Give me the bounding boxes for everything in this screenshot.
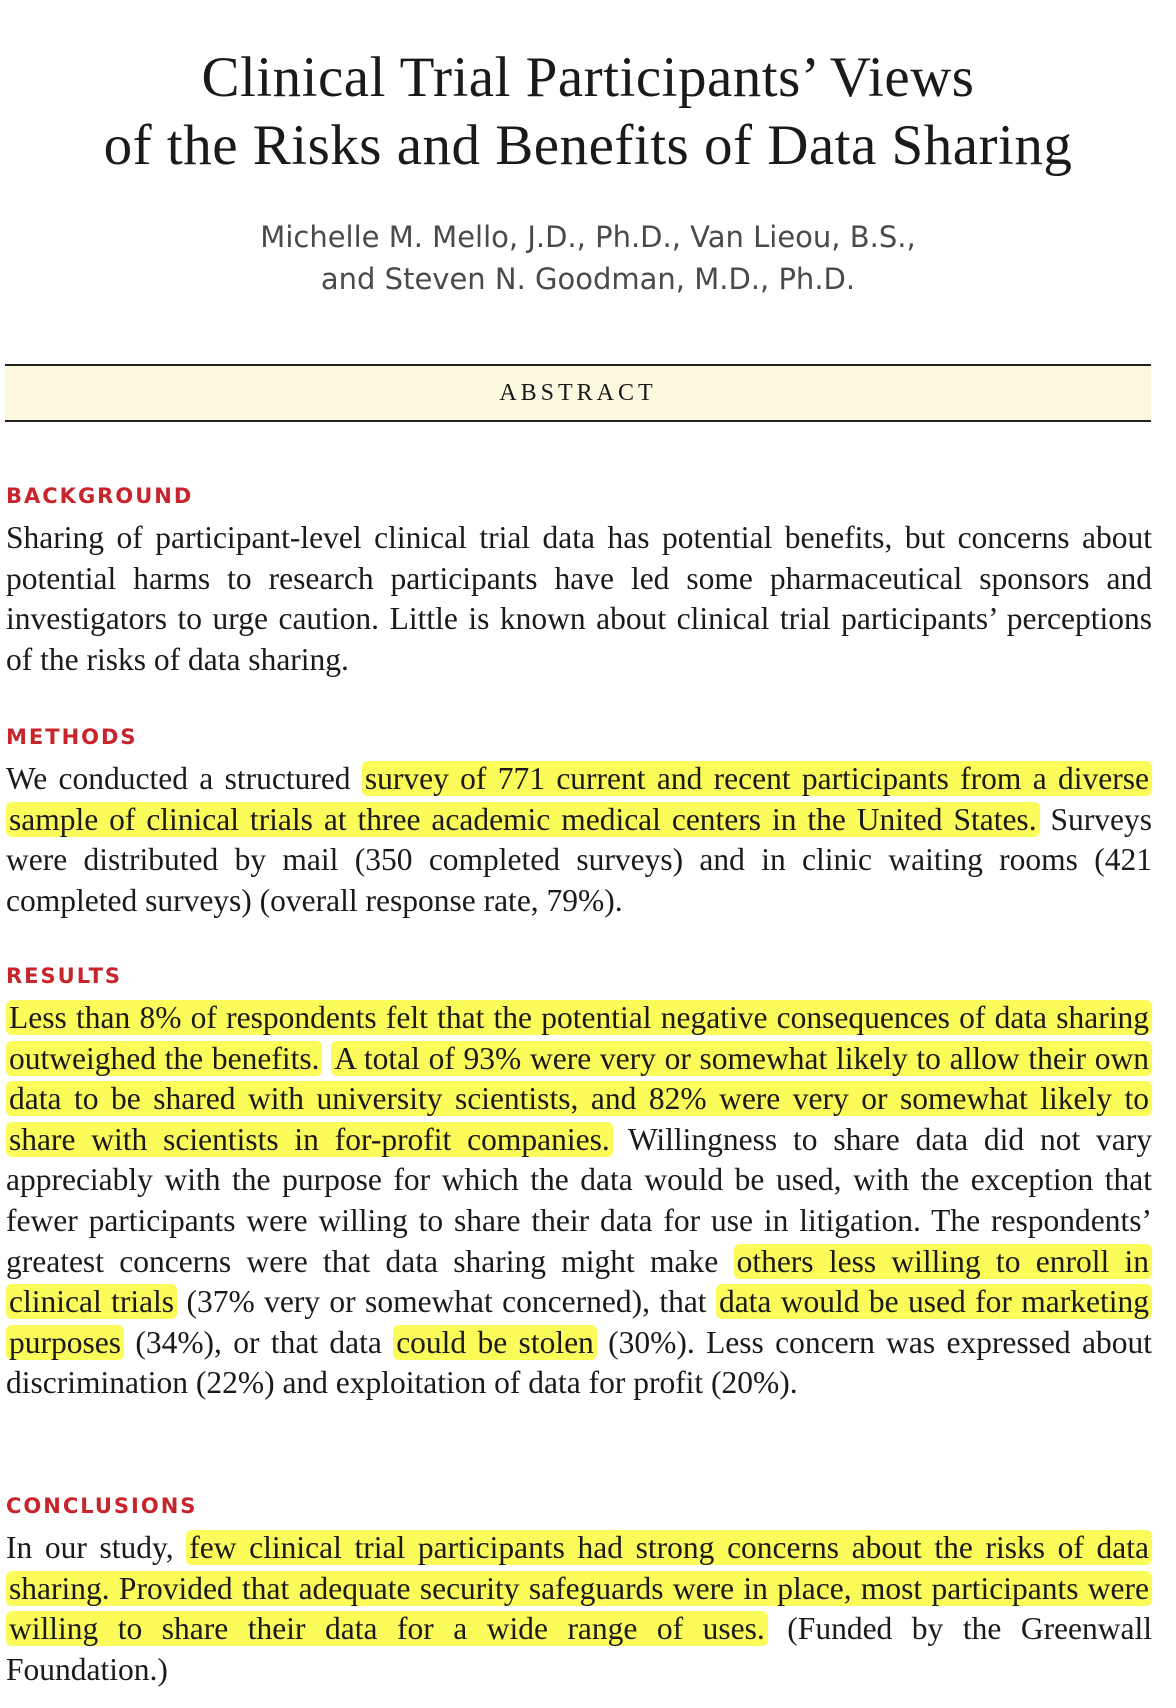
- section-results: [6, 962, 1152, 1404]
- conclusions-text-2: (Funded by the Greenwall Foundation.): [6, 1611, 1153, 1687]
- section-conclusions: [6, 1492, 1152, 1690]
- results-text-3: (37% very or somewhat concerned), that: [177, 1284, 716, 1320]
- conclusions-text-1: In our study,: [6, 1530, 187, 1565]
- methods-text-1: We conducted a structured: [6, 761, 362, 796]
- conclusions-text: [6, 1528, 1152, 1690]
- section-background: [6, 482, 1152, 680]
- results-text-5: (30%). Less concern was expressed about discrimination (22%) and exploitation of data for profit (20%).: [6, 1324, 1152, 1401]
- background-text: Sharing of participant-level clinical trial data has potential benefits, but concerns about potential harms to research participants have led some pharmaceutical sponsors and investigators to urge caution. Little is known about clinical trial participants’ perceptions of the risks of data sharing.: [6, 520, 1152, 677]
- methods-text-2: Surveys were distributed by mail (350 completed surveys) and in clinic waiting rooms (421 completed surveys) (overall response rate, 79%).: [6, 801, 1153, 918]
- authors-line-1: Michelle M. Mello, J.D., Ph.D., Van Lieou, B.S.,: [260, 220, 916, 254]
- highlight-results-willing: A total of 93% were very or somewhat likely to allow their own data to be shared with university scientists, and 82% were very or somewhat likely to share with scientists in for-profit companies.: [6, 1041, 1152, 1157]
- highlight-conclusions: few clinical trial participants had strong concerns about the risks of data sharing. Provided that adequate security safeguards were in place, most participants were willing to share their data for a wide range of uses.: [6, 1530, 1152, 1646]
- highlight-results-marketing: data would be used for marketing purposes: [6, 1284, 1152, 1360]
- highlight-results-enroll: others less willing to enroll in clinical trials: [6, 1244, 1152, 1320]
- section-methods: [6, 723, 1152, 921]
- results-heading: RESULTS: [6, 964, 123, 988]
- highlight-results-negative: Less than 8% of respondents felt that the potential negative consequences of data sharing outweighed the benefits.: [6, 1000, 1152, 1076]
- author-list: [0, 216, 1176, 300]
- highlight-methods-survey: survey of 771 current and recent participants from a diverse sample of clinical trials at three academic medical centers in the United States.: [6, 761, 1152, 837]
- results-text: [6, 998, 1152, 1404]
- results-text-4: (34%), or that data: [124, 1324, 394, 1360]
- results-text-2: Willingness to share data did not vary appreciably with the purpose for which the data would be used, with the exception that fewer participants were willing to share their data for use in litigation. The respondents’ greatest concerns were that data sharing might make: [6, 1121, 1152, 1279]
- title-line-1: Clinical Trial Participants’ Views: [201, 46, 975, 109]
- authors-line-2: and Steven N. Goodman, M.D., Ph.D.: [320, 262, 856, 296]
- results-text-1: [322, 1041, 331, 1076]
- background-heading: BACKGROUND: [6, 484, 194, 508]
- methods-text: [6, 759, 1152, 921]
- title-line-2: of the Risks and Benefits of Data Sharing: [103, 114, 1073, 177]
- highlight-results-stolen: could be stolen: [393, 1325, 597, 1360]
- methods-heading: METHODS: [6, 725, 138, 749]
- article-title: [0, 44, 1176, 180]
- conclusions-heading: CONCLUSIONS: [6, 1494, 198, 1518]
- abstract-header: ABSTRACT: [5, 364, 1151, 422]
